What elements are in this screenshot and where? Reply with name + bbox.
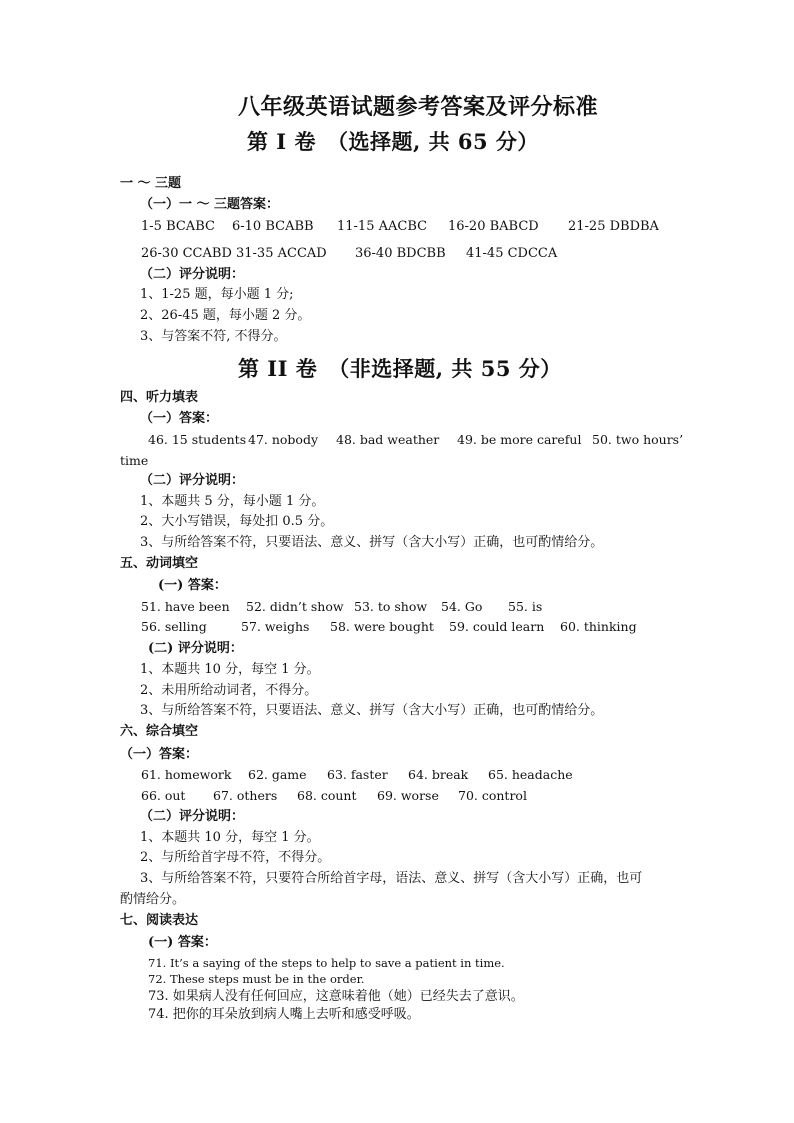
scoring-heading: （二）评分说明： xyxy=(140,267,245,282)
answer-item: 50. two hours’ xyxy=(592,432,684,447)
section-7-answers-heading: (一) 答案： xyxy=(148,935,217,950)
answer-group: 11-15 AACBC xyxy=(337,219,428,234)
scoring-note: 3、与所给答案不符，只要符合所给首字母，语法、意义、拼写（含大小写）正确，也可 xyxy=(140,871,643,886)
section-1-3-label: 一 ～ 三题 xyxy=(120,176,182,191)
answer-item: 58. were bought xyxy=(330,619,434,634)
section-6-title: 六、综合填空 xyxy=(120,724,199,739)
answer-group: 26-30 CCABD xyxy=(141,246,232,261)
answer-group: 31-35 ACCAD xyxy=(236,246,327,261)
answer-item: 49. be more careful xyxy=(457,432,582,447)
answer-item: 55. is xyxy=(508,599,543,614)
answer-item: 69. worse xyxy=(377,788,439,803)
answer-item: 64. break xyxy=(408,767,469,782)
answer-item: 47. nobody xyxy=(248,432,319,447)
answer-item: 57. weighs xyxy=(241,619,310,634)
answer-item: 51. have been xyxy=(141,599,230,614)
answer-group: 36-40 BDCBB xyxy=(355,246,446,261)
answer-item: 72. These steps must be in the order. xyxy=(148,972,365,986)
answer-item: 53. to show xyxy=(354,599,428,614)
page-title: 八年级英语试题参考答案及评分标准 xyxy=(238,94,599,120)
answer-item: 63. faster xyxy=(327,767,388,782)
answer-item: 54. Go xyxy=(441,599,483,614)
answer-group: 21-25 DBDBA xyxy=(568,219,659,234)
scoring-note: 2、大小写错误，每处扣 0.5 分。 xyxy=(140,514,334,529)
section-4-title: 四、听力填表 xyxy=(120,390,199,405)
section-4-answers-heading: （一）答案： xyxy=(140,411,219,426)
answer-group: 41-45 CDCCA xyxy=(466,246,558,261)
volume-1-heading: 第 I 卷 （选择题, 共 65 分） xyxy=(247,129,539,154)
answer-item: 59. could learn xyxy=(449,619,545,634)
scoring-note: 1、本题共 10 分，每空 1 分。 xyxy=(140,662,320,677)
scoring-note: 2、26-45 题，每小题 2 分。 xyxy=(140,308,311,323)
answer-item: 66. out xyxy=(141,788,186,803)
section-1-3-answers-heading: （一）一 ～ 三题答案： xyxy=(140,197,280,212)
answer-item: 52. didn’t show xyxy=(246,599,344,614)
answer-item: 68. count xyxy=(297,788,357,803)
scoring-heading: (二) 评分说明： xyxy=(148,641,243,656)
volume-2-heading: 第 II 卷 （非选择题, 共 55 分） xyxy=(238,356,562,381)
section-6-answers-heading: （一）答案： xyxy=(120,747,199,762)
scoring-note: 3、与所给答案不符，只要语法、意义、拼写（含大小写）正确，也可酌情给分。 xyxy=(140,703,604,718)
scoring-note-wrap: 酌情给分。 xyxy=(120,892,186,907)
scoring-note: 3、与所给答案不符，只要语法、意义、拼写（含大小写）正确，也可酌情给分。 xyxy=(140,535,604,550)
answer-item: 48. bad weather xyxy=(336,432,440,447)
scoring-heading: （二）评分说明： xyxy=(140,473,245,488)
scoring-note: 1、本题共 5 分，每小题 1 分。 xyxy=(140,494,325,509)
answer-item: 46. 15 students xyxy=(148,432,247,447)
answer-item: 67. others xyxy=(213,788,278,803)
section-7-title: 七、阅读表达 xyxy=(120,913,199,928)
section-5-title: 五、动词填空 xyxy=(120,556,199,571)
answer-item: 60. thinking xyxy=(560,619,637,634)
answer-item: 65. headache xyxy=(488,767,573,782)
answer-item-wrap: time xyxy=(120,453,149,468)
answer-item: 74. 把你的耳朵放到病人嘴上去听和感受呼吸。 xyxy=(148,1007,420,1022)
scoring-note: 2、与所给首字母不符，不得分。 xyxy=(140,850,331,865)
scoring-heading: （二）评分说明： xyxy=(140,809,245,824)
scoring-note: 2、未用所给动词者，不得分。 xyxy=(140,683,318,698)
answer-group: 1-5 BCABC xyxy=(141,219,215,234)
answer-item: 61. homework xyxy=(141,767,232,782)
scoring-note: 1、1-25 题，每小题 1 分; xyxy=(140,287,294,302)
answer-item: 56. selling xyxy=(141,619,207,634)
answer-item: 71. It’s a saying of the steps to help to save a patient in time. xyxy=(148,956,505,970)
answer-item: 73. 如果病人没有任何回应，这意味着他（她）已经失去了意识。 xyxy=(148,989,524,1004)
answer-item: 62. game xyxy=(248,767,307,782)
answer-group: 6-10 BCABB xyxy=(232,219,314,234)
scoring-note: 1、本题共 10 分，每空 1 分。 xyxy=(140,830,320,845)
scoring-note: 3、与答案不符, 不得分。 xyxy=(140,329,287,344)
section-5-answers-heading: (一) 答案： xyxy=(158,578,227,593)
answer-group: 16-20 BABCD xyxy=(448,219,539,234)
answer-item: 70. control xyxy=(458,788,527,803)
